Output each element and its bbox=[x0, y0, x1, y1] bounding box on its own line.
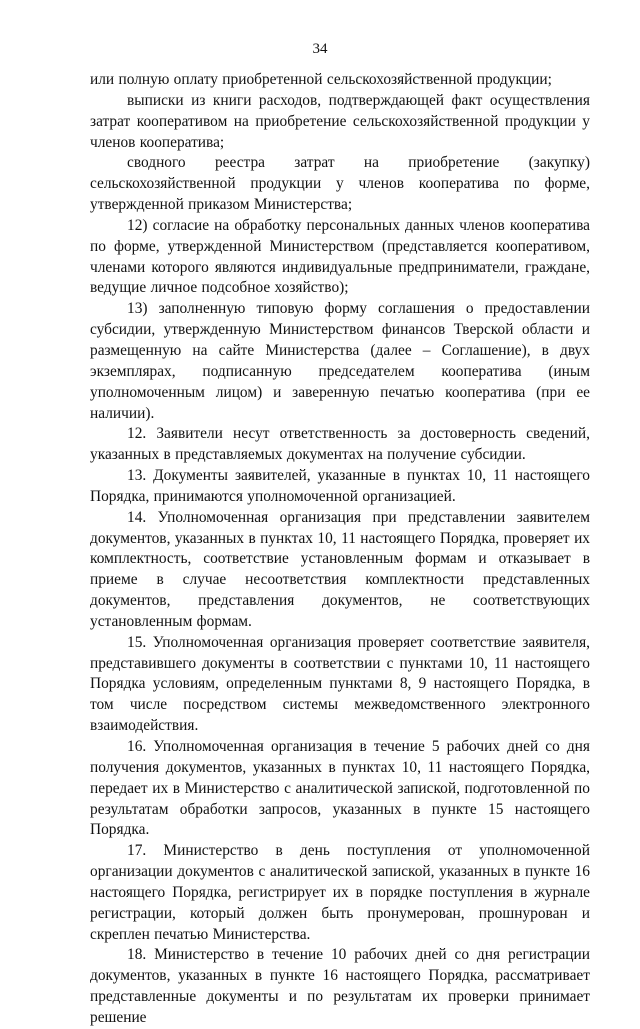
page-number: 34 bbox=[312, 41, 328, 57]
paragraph: 15. Уполномоченная организация проверяет соответствие заявителя, представившего документы в соответствии с пунктами 10, 11 настоящего Порядка условиям, определенным пунктами 8, 9 настоящего Порядка, в том числе посредством системы межведомственного электронного взаимодействия. bbox=[90, 633, 590, 735]
paragraph: 12) согласие на обработку персональных данных членов кооператива по форме, утвержденной Министерством (представляется кооперативом, членами которого являются индивидуальные предприниматели, граждане, ведущие личное подсобное хозяйство); bbox=[90, 216, 590, 297]
paragraph: 16. Уполномоченная организация в течение 5 рабочих дней со дня получения документов, указанных в пунктах 10, 11 настоящего Порядка, передает их в Министерство с аналитической запиской, подготовленной по результатам обработки запросов, указанных в пункте 15 настоящего Порядка. bbox=[90, 738, 590, 839]
paragraph: 13) заполненную типовую форму соглашения о предоставлении субсидии, утвержденную Министерством финансов Тверской области и размещенную на сайте Министерства (далее – Соглашение), в двух экземплярах, подписанную председателем кооператива (иным уполномоченным лицом) и заверенную печатью кооператива (при ее наличии). bbox=[90, 300, 590, 422]
paragraph: 18. Министерство в течение 10 рабочих дней со дня регистрации документов, указанных в пункте 16 настоящего Порядка, рассматривает представленные документы и по результатам их проверки принимает решение bbox=[90, 946, 590, 1026]
paragraph: 12. Заявители несут ответственность за достоверность сведений, указанных в представляемых документах на получение субсидии. bbox=[90, 425, 590, 464]
paragraph: 17. Министерство в день поступления от уполномоченной организации документов с аналитической запиской, указанных в пункте 16 настоящего Порядка, регистрирует их в порядке поступления в журнале регистрации, который должен быть пронумерован, прошнурован и скреплен печатью Министерства. bbox=[90, 842, 590, 943]
paragraph: выписки из книги расходов, подтверждающей факт осуществления затрат кооперативом на приобретение сельскохозяйственной продукции у членов кооператива; bbox=[90, 91, 590, 151]
paragraph: 13. Документы заявителей, указанные в пунктах 10, 11 настоящего Порядка, принимаются уполномоченной организацией. bbox=[90, 467, 590, 505]
paragraph: или полную оплату приобретенной сельскохозяйственной продукции; bbox=[90, 71, 552, 88]
paragraph: 14. Уполномоченная организация при представлении заявителем документов, указанных в пунктах 10, 11 настоящего Порядка, проверяет их комплектность, соответствие установленным формам и отказывает в приеме в случае несоответствия комплектности представленных документов, представления документов, не соответствующих установленным формам. bbox=[90, 508, 590, 630]
document-body bbox=[90, 70, 590, 1029]
paragraph: сводного реестра затрат на приобретение (закупку) сельскохозяйственной продукции у членов кооператива по форме, утвержденной приказом Министерства; bbox=[90, 154, 590, 214]
